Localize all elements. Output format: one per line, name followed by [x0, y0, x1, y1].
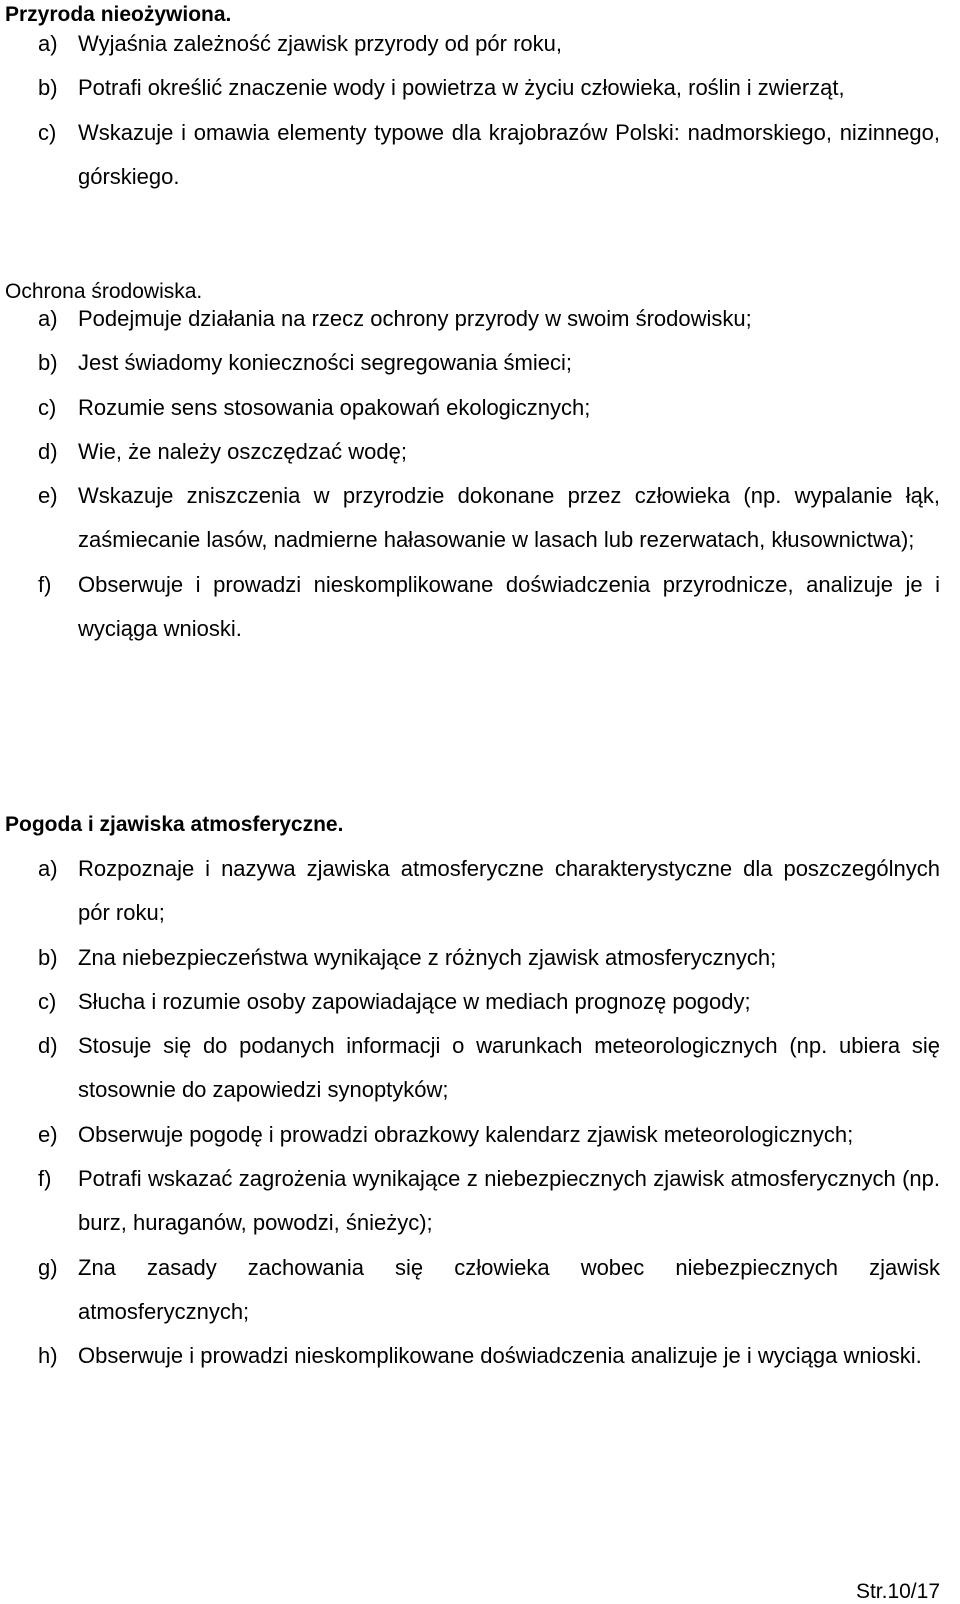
list-item: [5, 1024, 940, 1113]
list-item: [5, 936, 940, 980]
item-marker: b): [38, 944, 58, 970]
item-marker: c): [38, 394, 57, 420]
item-marker: c): [38, 119, 57, 145]
list-item: [5, 563, 940, 652]
item-text: Wie, że należy oszczędzać wodę;: [78, 438, 407, 464]
item-list: [5, 22, 940, 199]
item-text: Wskazuje i omawia elementy typowe dla krajobrazów Polski: nadmorskiego, nizinnego, górskiego.: [78, 119, 940, 189]
item-marker: g): [38, 1254, 58, 1280]
list-item: [5, 430, 940, 474]
item-marker: a): [38, 306, 58, 331]
list-item: [5, 111, 940, 200]
item-text: Obserwuje pogodę i prowadzi obrazkowy kalendarz zjawisk meteorologicznych;: [78, 1121, 854, 1147]
list-item: [5, 386, 940, 430]
list-item: [5, 1246, 940, 1335]
item-marker: e): [38, 1121, 58, 1147]
item-marker: h): [38, 1343, 58, 1369]
item-marker: c): [38, 988, 57, 1014]
list-item: [5, 1334, 940, 1378]
item-marker: d): [38, 438, 58, 464]
item-text: Wskazuje zniszczenia w przyrodzie dokonane przez człowieka (np. wypalanie łąk, zaśmiecanie lasów, nadmierne hałasowanie w lasach lub rezerwatach, kłusownictwa);: [78, 483, 940, 553]
section-heading: Przyroda nieożywiona.: [5, 3, 232, 26]
item-marker: e): [38, 483, 58, 509]
list-item: [5, 847, 940, 936]
item-text: Słucha i rozumie osoby zapowiadające w mediach prognozę pogody;: [78, 988, 751, 1014]
list-item: [5, 980, 940, 1024]
list-item: [5, 66, 940, 110]
section-heading: Ochrona środowiska.: [5, 280, 203, 303]
item-text: Wyjaśnia zależność zjawisk przyrody od pór roku,: [78, 31, 562, 56]
list-item: [5, 297, 940, 341]
item-list: [5, 297, 940, 651]
page-number: Str.10/17: [855, 1580, 940, 1603]
list-item: [5, 1157, 940, 1246]
item-text: Jest świadomy konieczności segregowania śmieci;: [78, 350, 572, 376]
item-text: Rozpoznaje i nazywa zjawiska atmosferyczne charakterystyczne dla poszczególnych pór roku;: [78, 856, 940, 926]
item-text: Zna zasady zachowania się człowieka wobec niebezpiecznych zjawisk atmosferycznych;: [78, 1254, 940, 1324]
item-text: Obserwuje i prowadzi nieskomplikowane doświadczenia analizuje je i wyciąga wnioski.: [78, 1343, 922, 1369]
list-item: [5, 474, 940, 563]
item-text: Stosuje się do podanych informacji o warunkach meteorologicznych (np. ubiera się stosownie do zapowiedzi synoptyków;: [78, 1033, 940, 1103]
item-marker: f): [38, 571, 52, 597]
item-marker: a): [38, 31, 58, 56]
item-list: [5, 847, 940, 1379]
item-text: Podejmuje działania na rzecz ochrony przyrody w swoim środowisku;: [78, 306, 752, 331]
item-text: Zna niebezpieczeństwa wynikające z różnych zjawisk atmosferycznych;: [78, 944, 777, 970]
list-item: [5, 341, 940, 385]
item-marker: b): [38, 350, 58, 376]
list-item: [5, 1113, 940, 1157]
item-text: Rozumie sens stosowania opakowań ekologicznych;: [78, 394, 591, 420]
item-marker: a): [38, 856, 58, 881]
item-text: Potrafi określić znaczenie wody i powietrza w życiu człowieka, roślin i zwierząt,: [78, 75, 845, 101]
section-heading: Pogoda i zjawiska atmosferyczne.: [5, 813, 344, 836]
item-marker: b): [38, 75, 58, 101]
item-marker: d): [38, 1033, 58, 1059]
list-item: [5, 22, 940, 66]
item-marker: f): [38, 1166, 52, 1192]
item-text: Potrafi wskazać zagrożenia wynikające z niebezpiecznych zjawisk atmosferycznych (np. burz, huraganów, powodzi, śnieżyc);: [78, 1166, 940, 1236]
item-text: Obserwuje i prowadzi nieskomplikowane doświadczenia przyrodnicze, analizuje je i wyciąga wnioski.: [78, 571, 940, 642]
